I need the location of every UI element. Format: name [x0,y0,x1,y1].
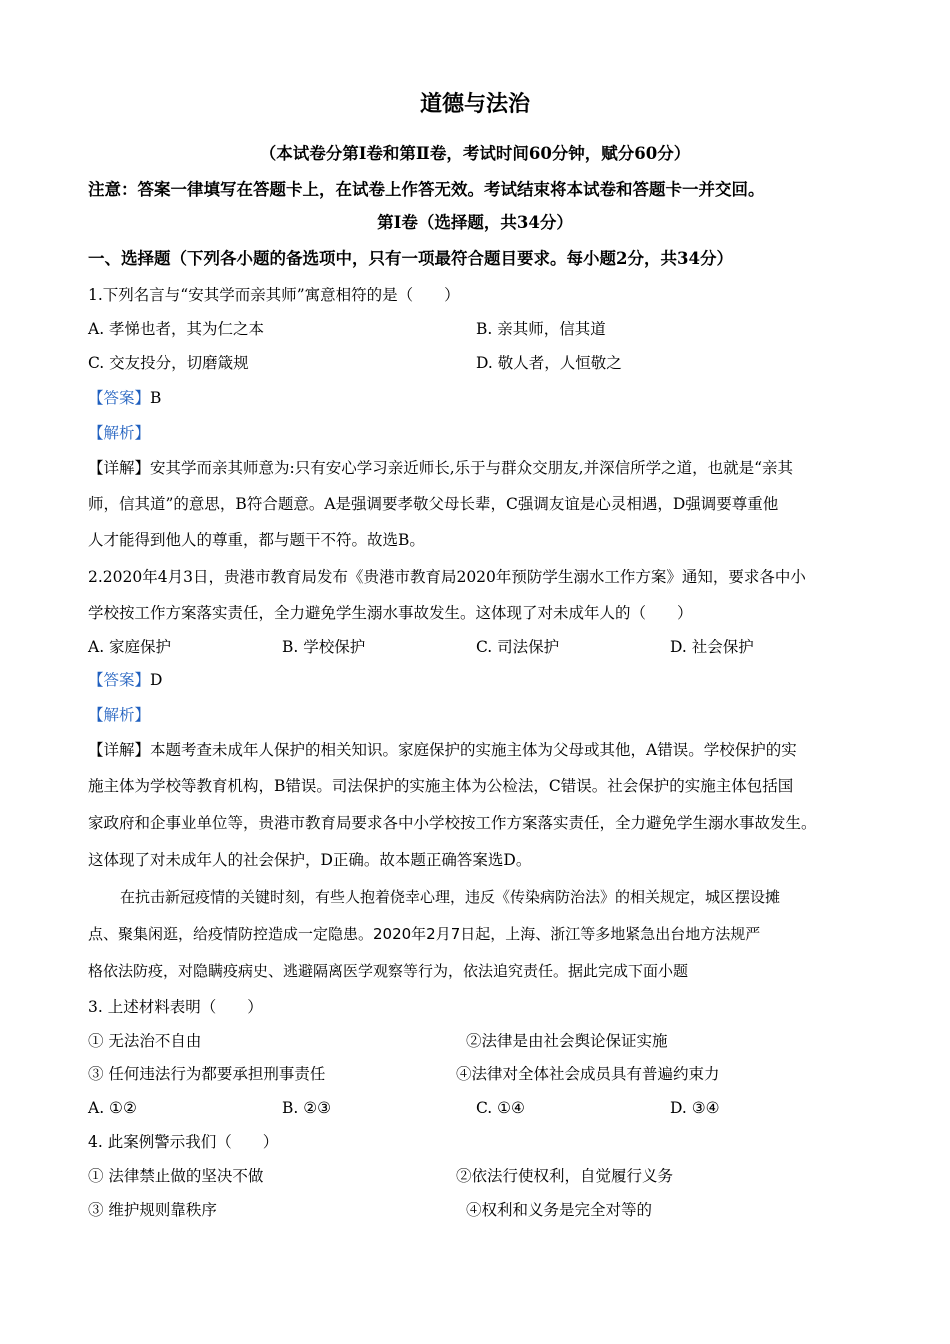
section1-title: 一、选择题（下列各小题的备选项中，只有一项最符合题目要求。每小题2分，共34分） [88,249,733,268]
q1-option-c: C. 交友投分，切磨箴规 [88,354,249,372]
q3-option-d: D. ③④ [670,1099,720,1117]
notice: 注意：答案一律填写在答题卡上，在试卷上作答无效。考试结束将本试卷和答题卡一并交回。 [88,180,765,199]
q3-option-a: A. ①② [88,1099,137,1117]
q2-stem-line: 学校按工作方案落实责任，全力避免学生溺水事故发生。这体现了对未成年人的（ ） [88,604,693,622]
q3-item-3: ③ 任何违法行为都要承担刑事责任 [88,1065,326,1083]
q4-item-1: ① 法律禁止做的坚决不做 [88,1167,264,1185]
q2-detail-line: 施主体为学校等教育机构，B错误。司法保护的实施主体为公检法，C错误。社会保护的实施主体包括国 [88,777,794,795]
q4-stem: 4. 此案例警示我们（ ） [88,1133,279,1151]
q4-item-3: ③ 维护规则靠秩序 [88,1201,217,1219]
q1-detail-line: 【详解】安其学而亲其师意为:只有安心学习亲近师长,乐于与群众交朋友,并深信所学之道，也就是“亲其 [88,459,794,477]
q2-stem-line: 2.2020年4月3日，贵港市教育局发布《贵港市教育局2020年预防学生溺水工作方案》通知，要求各中小 [88,568,806,586]
q3-item-4: ④法律对全体社会成员具有普遍约束力 [456,1065,720,1083]
q1-option-b: B. 亲其师，信其道 [476,320,606,338]
q3-item-2: ②法律是由社会舆论保证实施 [466,1032,668,1050]
q4-item-4: ④权利和义务是完全对等的 [466,1201,653,1219]
q1-analysis-tag: 【解析】 [88,424,151,442]
exam-info: （本试卷分第Ⅰ卷和第Ⅱ卷，考试时间60分钟，赋分60分） [259,144,691,163]
q2-option-d: D. 社会保护 [670,638,754,656]
material-line: 点、聚集闲逛，给疫情防控造成一定隐患。2020年2月7日起，上海、浙江等多地紧急出台地方法规严 [88,925,761,943]
q3-item-1: ① 无法治不自由 [88,1032,202,1050]
q2-detail-line: 这体现了对未成年人的社会保护，D正确。故本题正确答案选D。 [88,851,532,869]
answer-value: D [150,671,163,689]
part1-title: 第Ⅰ卷（选择题，共34分） [377,213,573,232]
q4-item-2: ②依法行使权利，自觉履行义务 [456,1167,674,1185]
q1-detail-line: 师，信其道”的意思，B符合题意。A是强调要孝敬父母长辈，C强调友谊是心灵相遇，D强调要尊重他 [88,495,779,513]
q2-option-a: A. 家庭保护 [88,638,172,656]
q1-option-d: D. 敬人者，人恒敬之 [476,354,622,372]
q2-answer [88,670,162,690]
answer-tag: 【答案】 [88,671,151,689]
q3-stem: 3. 上述材料表明（ ） [88,998,263,1016]
q2-analysis-tag: 【解析】 [88,706,151,724]
q2-detail-line: 家政府和企事业单位等，贵港市教育局要求各中小学校按工作方案落实责任，全力避免学生溺水事故发生。 [88,814,817,832]
material-line: 格依法防疫，对隐瞒疫病史、逃避隔离医学观察等行为，依法追究责任。据此完成下面小题 [88,962,689,980]
q1-stem: 1.下列名言与“安其学而亲其师”寓意相符的是（ ） [88,286,460,304]
material-line: 在抗击新冠疫情的关键时刻，有些人抱着侥幸心理，违反《传染病防治法》的相关规定，城区摆设摊 [120,888,781,906]
q2-option-b: B. 学校保护 [282,638,366,656]
q2-detail-line: 【详解】本题考查未成年人保护的相关知识。家庭保护的实施主体为父母或其他，A错误。学校保护的实 [88,741,797,759]
answer-tag: 【答案】 [88,389,151,407]
q1-detail-line: 人才能得到他人的尊重，都与题干不符。故选B。 [88,531,425,549]
q3-option-b: B. ②③ [282,1099,332,1117]
answer-value: B [150,389,162,407]
page-title: 道德与法治 [419,91,530,117]
q1-answer [88,388,161,408]
q1-option-a: A. 孝悌也者，其为仁之本 [88,320,265,338]
q2-option-c: C. 司法保护 [476,638,560,656]
q3-option-c: C. ①④ [476,1099,525,1117]
